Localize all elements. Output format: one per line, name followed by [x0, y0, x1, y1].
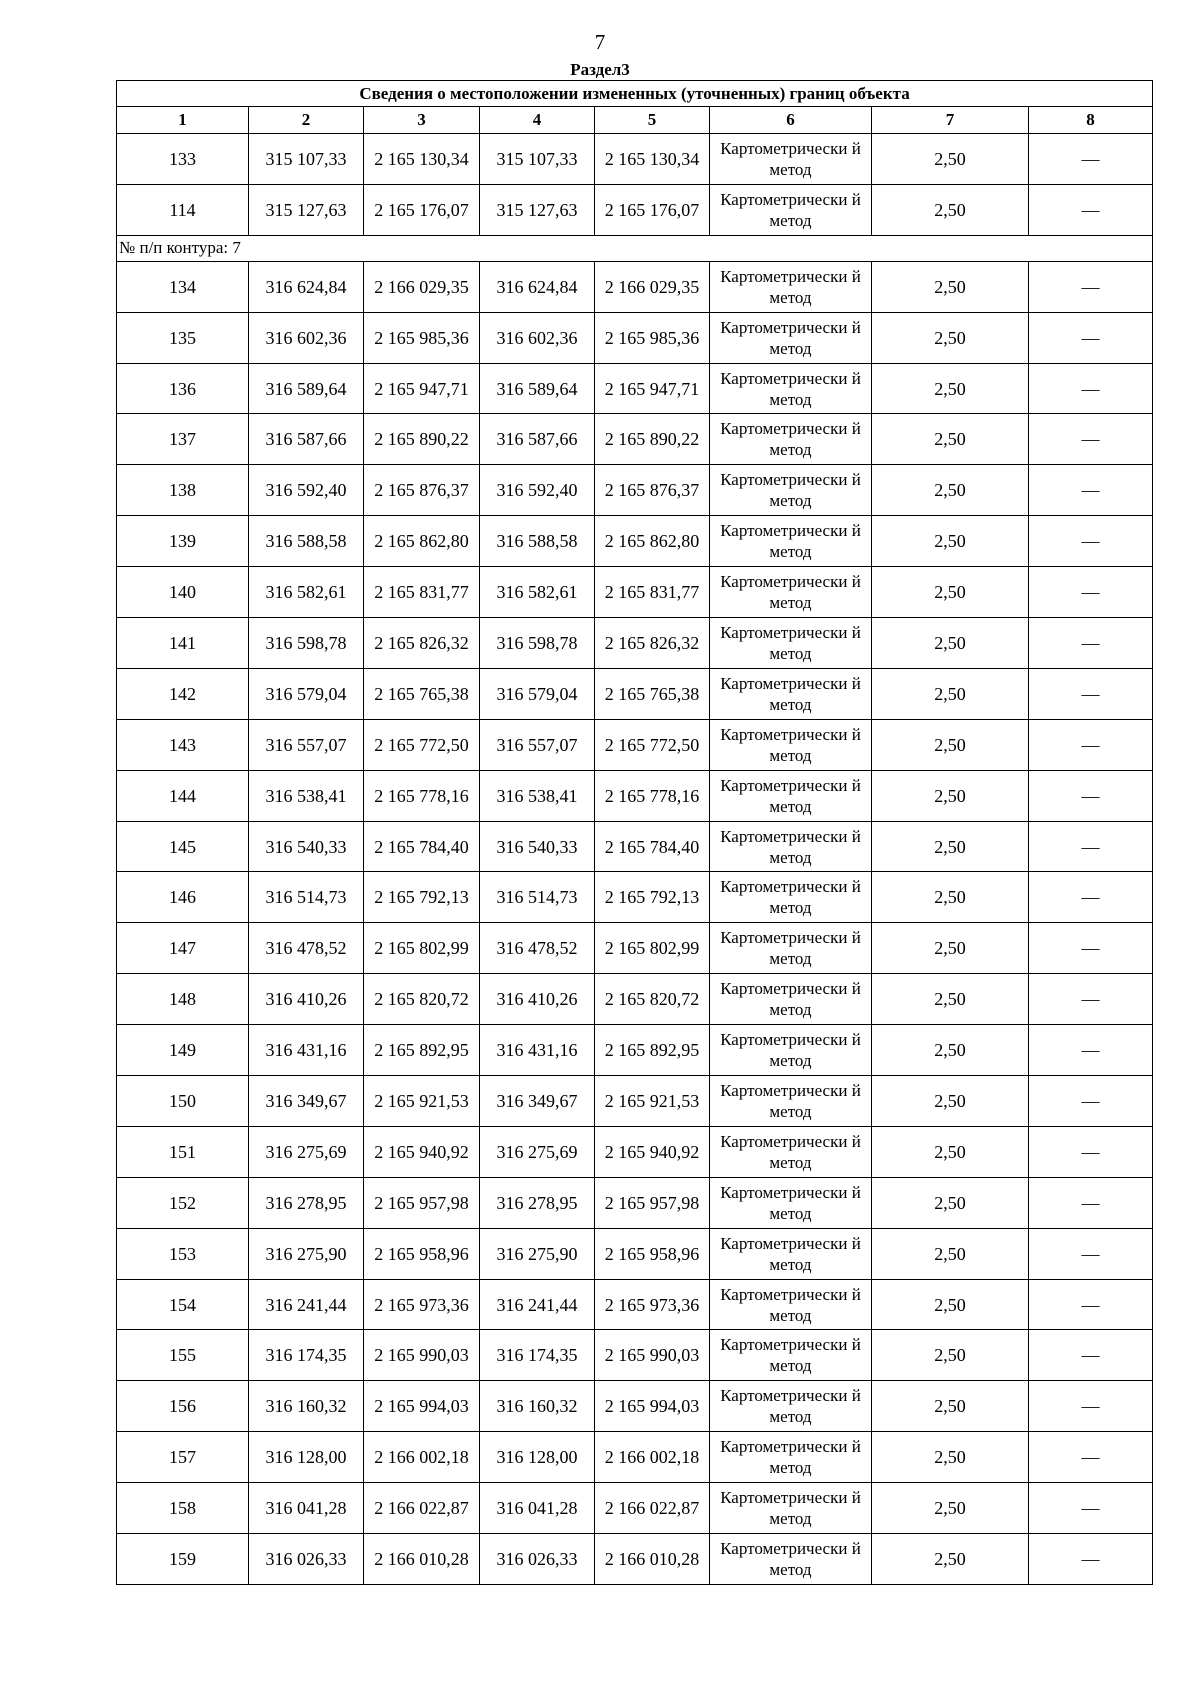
cell-x-old: 316 588,58: [249, 516, 364, 567]
cell-x-old: 316 041,28: [249, 1483, 364, 1534]
cell-method: Картометрически й метод: [710, 516, 872, 567]
cell-method: Картометрически й метод: [710, 363, 872, 414]
cell-x-old: 316 589,64: [249, 363, 364, 414]
cell-x-new: 316 026,33: [480, 1534, 595, 1585]
table-row: [117, 770, 1153, 821]
cell-x-old: 316 431,16: [249, 1025, 364, 1076]
table-caption: Сведения о местоположении измененных (уточненных) границ объекта: [117, 81, 1153, 107]
cell-x-new: 316 275,90: [480, 1228, 595, 1279]
cell-method: Картометрически й метод: [710, 1228, 872, 1279]
cell-accuracy: 2,50: [872, 567, 1029, 618]
column-number-row: [117, 107, 1153, 134]
cell-accuracy: 2,50: [872, 1534, 1029, 1585]
cell-y-old: 2 165 921,53: [364, 1076, 480, 1127]
contour-label: № п/п контура: 7: [117, 235, 1153, 261]
cell-x-new: 316 041,28: [480, 1483, 595, 1534]
cell-description: —: [1029, 1279, 1153, 1330]
cell-y-old: 2 166 029,35: [364, 261, 480, 312]
cell-y-new: 2 165 890,22: [595, 414, 710, 465]
cell-x-old: 316 241,44: [249, 1279, 364, 1330]
cell-description: —: [1029, 1076, 1153, 1127]
cell-y-new: 2 165 876,37: [595, 465, 710, 516]
cell-accuracy: 2,50: [872, 1279, 1029, 1330]
cell-x-old: 315 107,33: [249, 134, 364, 185]
cell-method: Картометрически й метод: [710, 872, 872, 923]
cell-point-number: 148: [117, 974, 249, 1025]
cell-point-number: 150: [117, 1076, 249, 1127]
cell-x-new: 316 410,26: [480, 974, 595, 1025]
cell-method: Картометрически й метод: [710, 618, 872, 669]
table-row: [117, 719, 1153, 770]
cell-y-new: 2 165 892,95: [595, 1025, 710, 1076]
table-row: [117, 1381, 1153, 1432]
cell-x-new: 316 587,66: [480, 414, 595, 465]
cell-accuracy: 2,50: [872, 1177, 1029, 1228]
cell-point-number: 153: [117, 1228, 249, 1279]
cell-y-old: 2 165 958,96: [364, 1228, 480, 1279]
column-number: 7: [872, 107, 1029, 134]
cell-point-number: 158: [117, 1483, 249, 1534]
cell-y-old: 2 165 947,71: [364, 363, 480, 414]
cell-point-number: 157: [117, 1432, 249, 1483]
cell-method: Картометрически й метод: [710, 668, 872, 719]
cell-method: Картометрически й метод: [710, 1279, 872, 1330]
table-row: [117, 821, 1153, 872]
cell-point-number: 133: [117, 134, 249, 185]
cell-x-old: 316 275,90: [249, 1228, 364, 1279]
cell-y-new: 2 165 802,99: [595, 923, 710, 974]
cell-y-old: 2 165 990,03: [364, 1330, 480, 1381]
table-row: [117, 923, 1153, 974]
boundary-coordinates-table: [116, 80, 1153, 1585]
cell-y-new: 2 165 940,92: [595, 1126, 710, 1177]
cell-x-old: 316 598,78: [249, 618, 364, 669]
cell-point-number: 145: [117, 821, 249, 872]
cell-x-old: 316 478,52: [249, 923, 364, 974]
table-row: [117, 465, 1153, 516]
cell-description: —: [1029, 1534, 1153, 1585]
cell-accuracy: 2,50: [872, 1025, 1029, 1076]
cell-x-new: 316 174,35: [480, 1330, 595, 1381]
cell-point-number: 139: [117, 516, 249, 567]
cell-x-new: 316 278,95: [480, 1177, 595, 1228]
cell-y-old: 2 166 010,28: [364, 1534, 480, 1585]
cell-x-new: 316 431,16: [480, 1025, 595, 1076]
cell-y-old: 2 165 176,07: [364, 184, 480, 235]
cell-accuracy: 2,50: [872, 618, 1029, 669]
cell-y-old: 2 165 765,38: [364, 668, 480, 719]
cell-y-new: 2 165 820,72: [595, 974, 710, 1025]
cell-y-old: 2 165 890,22: [364, 414, 480, 465]
cell-x-new: 316 602,36: [480, 312, 595, 363]
cell-method: Картометрически й метод: [710, 821, 872, 872]
cell-point-number: 149: [117, 1025, 249, 1076]
cell-x-old: 316 538,41: [249, 770, 364, 821]
cell-accuracy: 2,50: [872, 261, 1029, 312]
cell-x-old: 316 174,35: [249, 1330, 364, 1381]
cell-accuracy: 2,50: [872, 821, 1029, 872]
cell-point-number: 146: [117, 872, 249, 923]
cell-x-new: 316 557,07: [480, 719, 595, 770]
table-row: [117, 872, 1153, 923]
table-row: [117, 567, 1153, 618]
cell-description: —: [1029, 668, 1153, 719]
cell-x-new: 316 592,40: [480, 465, 595, 516]
cell-description: —: [1029, 1483, 1153, 1534]
cell-x-old: 316 582,61: [249, 567, 364, 618]
cell-x-new: 316 128,00: [480, 1432, 595, 1483]
table-row: [117, 516, 1153, 567]
cell-method: Картометрически й метод: [710, 770, 872, 821]
cell-point-number: 143: [117, 719, 249, 770]
cell-method: Картометрически й метод: [710, 414, 872, 465]
cell-method: Картометрически й метод: [710, 1076, 872, 1127]
cell-description: —: [1029, 465, 1153, 516]
cell-point-number: 159: [117, 1534, 249, 1585]
cell-accuracy: 2,50: [872, 1483, 1029, 1534]
cell-point-number: 154: [117, 1279, 249, 1330]
cell-point-number: 144: [117, 770, 249, 821]
table-row: [117, 312, 1153, 363]
cell-x-old: 316 557,07: [249, 719, 364, 770]
cell-point-number: 140: [117, 567, 249, 618]
cell-point-number: 137: [117, 414, 249, 465]
cell-y-old: 2 165 130,34: [364, 134, 480, 185]
cell-description: —: [1029, 363, 1153, 414]
cell-method: Картометрически й метод: [710, 134, 872, 185]
cell-description: —: [1029, 821, 1153, 872]
cell-x-new: 315 107,33: [480, 134, 595, 185]
cell-y-old: 2 165 826,32: [364, 618, 480, 669]
cell-y-old: 2 165 802,99: [364, 923, 480, 974]
cell-point-number: 141: [117, 618, 249, 669]
cell-y-old: 2 165 940,92: [364, 1126, 480, 1177]
cell-y-old: 2 165 792,13: [364, 872, 480, 923]
table-caption-row: [117, 81, 1153, 107]
cell-description: —: [1029, 1177, 1153, 1228]
cell-accuracy: 2,50: [872, 770, 1029, 821]
cell-y-new: 2 165 990,03: [595, 1330, 710, 1381]
table-row: [117, 1177, 1153, 1228]
cell-description: —: [1029, 923, 1153, 974]
cell-x-old: 316 278,95: [249, 1177, 364, 1228]
cell-method: Картометрически й метод: [710, 719, 872, 770]
cell-accuracy: 2,50: [872, 414, 1029, 465]
cell-x-new: 316 540,33: [480, 821, 595, 872]
cell-y-new: 2 165 831,77: [595, 567, 710, 618]
table-row: [117, 1279, 1153, 1330]
cell-x-old: 316 514,73: [249, 872, 364, 923]
cell-method: Картометрически й метод: [710, 1534, 872, 1585]
table-row: [117, 363, 1153, 414]
cell-description: —: [1029, 618, 1153, 669]
table-row: [117, 618, 1153, 669]
column-number: 4: [480, 107, 595, 134]
cell-point-number: 135: [117, 312, 249, 363]
cell-y-new: 2 165 176,07: [595, 184, 710, 235]
table-row: [117, 974, 1153, 1025]
cell-x-new: 316 478,52: [480, 923, 595, 974]
cell-accuracy: 2,50: [872, 1432, 1029, 1483]
cell-method: Картометрически й метод: [710, 1126, 872, 1177]
page-number: 7: [594, 30, 606, 54]
cell-method: Картометрически й метод: [710, 567, 872, 618]
column-number: 1: [117, 107, 249, 134]
cell-y-old: 2 165 973,36: [364, 1279, 480, 1330]
cell-point-number: 147: [117, 923, 249, 974]
cell-x-new: 316 589,64: [480, 363, 595, 414]
cell-description: —: [1029, 312, 1153, 363]
cell-x-old: 316 275,69: [249, 1126, 364, 1177]
cell-description: —: [1029, 974, 1153, 1025]
cell-y-new: 2 165 921,53: [595, 1076, 710, 1127]
cell-y-old: 2 165 957,98: [364, 1177, 480, 1228]
column-number: 3: [364, 107, 480, 134]
cell-point-number: 156: [117, 1381, 249, 1432]
cell-y-new: 2 166 029,35: [595, 261, 710, 312]
cell-y-old: 2 165 772,50: [364, 719, 480, 770]
cell-y-new: 2 165 973,36: [595, 1279, 710, 1330]
cell-method: Картометрически й метод: [710, 184, 872, 235]
cell-point-number: 142: [117, 668, 249, 719]
table-row: [117, 261, 1153, 312]
cell-x-new: 316 275,69: [480, 1126, 595, 1177]
cell-accuracy: 2,50: [872, 668, 1029, 719]
cell-y-old: 2 165 985,36: [364, 312, 480, 363]
table-row: [117, 184, 1153, 235]
cell-y-new: 2 165 957,98: [595, 1177, 710, 1228]
cell-x-old: 316 026,33: [249, 1534, 364, 1585]
column-number: 2: [249, 107, 364, 134]
cell-method: Картометрически й метод: [710, 974, 872, 1025]
cell-y-new: 2 165 985,36: [595, 312, 710, 363]
cell-description: —: [1029, 134, 1153, 185]
cell-accuracy: 2,50: [872, 363, 1029, 414]
cell-y-old: 2 165 820,72: [364, 974, 480, 1025]
cell-x-new: 315 127,63: [480, 184, 595, 235]
cell-y-new: 2 165 994,03: [595, 1381, 710, 1432]
cell-y-old: 2 166 022,87: [364, 1483, 480, 1534]
cell-point-number: 152: [117, 1177, 249, 1228]
column-number: 5: [595, 107, 710, 134]
cell-method: Картометрически й метод: [710, 1177, 872, 1228]
cell-y-old: 2 166 002,18: [364, 1432, 480, 1483]
cell-x-old: 316 624,84: [249, 261, 364, 312]
cell-description: —: [1029, 872, 1153, 923]
table-row: [117, 414, 1153, 465]
cell-description: —: [1029, 1228, 1153, 1279]
cell-y-new: 2 165 765,38: [595, 668, 710, 719]
cell-x-old: 316 602,36: [249, 312, 364, 363]
cell-accuracy: 2,50: [872, 974, 1029, 1025]
cell-accuracy: 2,50: [872, 465, 1029, 516]
cell-description: —: [1029, 414, 1153, 465]
cell-y-new: 2 165 772,50: [595, 719, 710, 770]
cell-accuracy: 2,50: [872, 516, 1029, 567]
cell-description: —: [1029, 1330, 1153, 1381]
cell-x-new: 316 579,04: [480, 668, 595, 719]
cell-point-number: 136: [117, 363, 249, 414]
cell-x-old: 316 128,00: [249, 1432, 364, 1483]
section-title: Раздел3: [570, 60, 630, 79]
cell-method: Картометрически й метод: [710, 312, 872, 363]
cell-accuracy: 2,50: [872, 1126, 1029, 1177]
cell-y-old: 2 165 876,37: [364, 465, 480, 516]
cell-description: —: [1029, 1381, 1153, 1432]
cell-y-new: 2 166 010,28: [595, 1534, 710, 1585]
cell-y-old: 2 165 994,03: [364, 1381, 480, 1432]
cell-x-old: 316 579,04: [249, 668, 364, 719]
cell-description: —: [1029, 1025, 1153, 1076]
cell-y-old: 2 165 892,95: [364, 1025, 480, 1076]
table-row: [117, 1483, 1153, 1534]
cell-x-new: 316 588,58: [480, 516, 595, 567]
table-row: [117, 1126, 1153, 1177]
cell-x-new: 316 538,41: [480, 770, 595, 821]
cell-description: —: [1029, 719, 1153, 770]
cell-y-new: 2 165 792,13: [595, 872, 710, 923]
cell-y-new: 2 165 826,32: [595, 618, 710, 669]
cell-accuracy: 2,50: [872, 1330, 1029, 1381]
table-row: [117, 1330, 1153, 1381]
cell-y-new: 2 165 778,16: [595, 770, 710, 821]
table-row: [117, 134, 1153, 185]
cell-method: Картометрически й метод: [710, 465, 872, 516]
contour-row: [117, 235, 1153, 261]
cell-y-old: 2 165 831,77: [364, 567, 480, 618]
cell-method: Картометрически й метод: [710, 261, 872, 312]
table-row: [117, 1534, 1153, 1585]
cell-x-new: 316 624,84: [480, 261, 595, 312]
cell-x-new: 316 582,61: [480, 567, 595, 618]
cell-x-new: 316 514,73: [480, 872, 595, 923]
cell-y-new: 2 165 947,71: [595, 363, 710, 414]
cell-y-new: 2 166 002,18: [595, 1432, 710, 1483]
cell-description: —: [1029, 1126, 1153, 1177]
cell-description: —: [1029, 770, 1153, 821]
cell-x-old: 316 160,32: [249, 1381, 364, 1432]
cell-x-old: 316 587,66: [249, 414, 364, 465]
cell-accuracy: 2,50: [872, 184, 1029, 235]
table-row: [117, 1025, 1153, 1076]
cell-x-old: 315 127,63: [249, 184, 364, 235]
cell-method: Картометрически й метод: [710, 1381, 872, 1432]
cell-x-old: 316 540,33: [249, 821, 364, 872]
cell-x-old: 316 592,40: [249, 465, 364, 516]
cell-description: —: [1029, 516, 1153, 567]
cell-x-new: 316 241,44: [480, 1279, 595, 1330]
cell-accuracy: 2,50: [872, 312, 1029, 363]
cell-description: —: [1029, 567, 1153, 618]
cell-point-number: 134: [117, 261, 249, 312]
cell-y-new: 2 165 862,80: [595, 516, 710, 567]
table-row: [117, 1076, 1153, 1127]
table-row: [117, 668, 1153, 719]
cell-point-number: 114: [117, 184, 249, 235]
cell-description: —: [1029, 261, 1153, 312]
cell-y-new: 2 165 784,40: [595, 821, 710, 872]
cell-x-old: 316 410,26: [249, 974, 364, 1025]
cell-description: —: [1029, 184, 1153, 235]
cell-accuracy: 2,50: [872, 872, 1029, 923]
cell-x-new: 316 598,78: [480, 618, 595, 669]
cell-x-new: 316 349,67: [480, 1076, 595, 1127]
cell-x-old: 316 349,67: [249, 1076, 364, 1127]
column-number: 6: [710, 107, 872, 134]
cell-method: Картометрически й метод: [710, 1483, 872, 1534]
cell-accuracy: 2,50: [872, 923, 1029, 974]
column-number: 8: [1029, 107, 1153, 134]
cell-method: Картометрически й метод: [710, 1025, 872, 1076]
cell-y-old: 2 165 862,80: [364, 516, 480, 567]
cell-method: Картометрически й метод: [710, 1330, 872, 1381]
cell-y-old: 2 165 778,16: [364, 770, 480, 821]
cell-y-new: 2 165 958,96: [595, 1228, 710, 1279]
cell-description: —: [1029, 1432, 1153, 1483]
cell-x-new: 316 160,32: [480, 1381, 595, 1432]
cell-y-old: 2 165 784,40: [364, 821, 480, 872]
cell-y-new: 2 166 022,87: [595, 1483, 710, 1534]
cell-accuracy: 2,50: [872, 1076, 1029, 1127]
table-row: [117, 1228, 1153, 1279]
cell-point-number: 138: [117, 465, 249, 516]
cell-accuracy: 2,50: [872, 1381, 1029, 1432]
cell-method: Картометрически й метод: [710, 923, 872, 974]
cell-method: Картометрически й метод: [710, 1432, 872, 1483]
cell-point-number: 151: [117, 1126, 249, 1177]
cell-y-new: 2 165 130,34: [595, 134, 710, 185]
cell-point-number: 155: [117, 1330, 249, 1381]
cell-accuracy: 2,50: [872, 134, 1029, 185]
cell-accuracy: 2,50: [872, 1228, 1029, 1279]
cell-accuracy: 2,50: [872, 719, 1029, 770]
table-row: [117, 1432, 1153, 1483]
